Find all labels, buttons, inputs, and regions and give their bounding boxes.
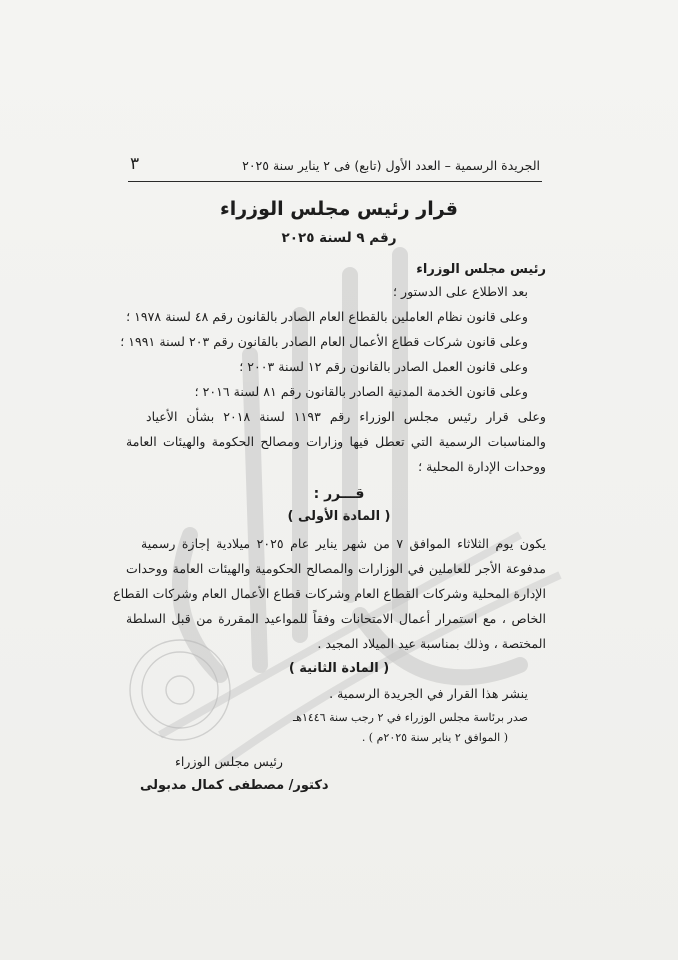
- signature-name: دكتور/ مصطفى كمال مدبولى: [140, 778, 329, 793]
- article-2-heading: ( المادة الثانية ): [288, 661, 390, 676]
- article-1-line: مدفوعة الأجر للعاملين في الوزارات والمصالح الحكومية والهيئات العامة ووحدات: [126, 561, 546, 576]
- page-number: ٣: [130, 154, 140, 174]
- preamble-line: وعلى قانون الخدمة المدنية الصادر بالقانون رقم ٨١ لسنة ٢٠١٦ ؛: [194, 384, 528, 399]
- decree-number: رقم ٩ لسنة ٢٠٢٥: [281, 230, 397, 246]
- article-1-line: المختصة ، وذلك بمناسبة عيد الميلاد المجيد .: [317, 636, 546, 651]
- issued-line: صدر برئاسة مجلس الوزراء في ٢ رجب سنة ١٤٤٦هـ: [292, 711, 528, 724]
- preamble-line: وعلى قانون العمل الصادر بالقانون رقم ١٢ لسنة ٢٠٠٣ ؛: [239, 359, 528, 374]
- header-divider: [128, 181, 542, 182]
- issuer-heading: رئيس مجلس الوزراء: [416, 262, 546, 277]
- preamble-line: وعلى قانون نظام العاملين بالقطاع العام الصادر بالقانون رقم ٤٨ لسنة ١٩٧٨ ؛: [126, 309, 528, 324]
- decree-title: قرار رئيس مجلس الوزراء: [220, 198, 458, 220]
- page-header: [130, 154, 540, 180]
- preamble-line: والمناسبات الرسمية التي تعطل فيها وزارات ومصالح الحكومة والهيئات العامة: [126, 434, 546, 449]
- article-1-line: الإدارة المحلية وشركات القطاع العام وشركات قطاع الأعمال العام وشركات القطاع: [113, 586, 546, 601]
- preamble-line: وعلى قانون شركات قطاع الأعمال العام الصادر بالقانون رقم ٢٠٣ لسنة ١٩٩١ ؛: [120, 334, 528, 349]
- article-2-text: ينشر هذا القرار في الجريدة الرسمية .: [329, 686, 528, 701]
- article-1-heading: ( المادة الأولى ): [287, 509, 391, 524]
- article-1-line: الخاص ، مع استمرار أعمال الامتحانات وفقاً للمواعيد المقررة من قبل السلطة: [126, 611, 546, 626]
- decides-heading: قـــرر :: [313, 486, 365, 502]
- running-title: الجريدة الرسمية – العدد الأول (تابع) فى ٢ يناير سنة ٢٠٢٥: [242, 158, 540, 173]
- issued-line: ( الموافق ٢ يناير سنة ٢٠٢٥م ) .: [361, 731, 508, 744]
- signature-title: رئيس مجلس الوزراء: [175, 754, 283, 769]
- preamble-line: بعد الاطلاع على الدستور ؛: [392, 284, 528, 299]
- preamble-line: وعلى قرار رئيس مجلس الوزراء رقم ١١٩٣ لسنة ٢٠١٨ بشأن الأعياد: [146, 409, 546, 424]
- preamble-line: ووحدات الإدارة المحلية ؛: [418, 459, 546, 474]
- seal-icon: [130, 640, 230, 740]
- article-1-line: يكون يوم الثلاثاء الموافق ٧ من شهر يناير عام ٢٠٢٥ ميلادية إجازة رسمية: [141, 536, 546, 551]
